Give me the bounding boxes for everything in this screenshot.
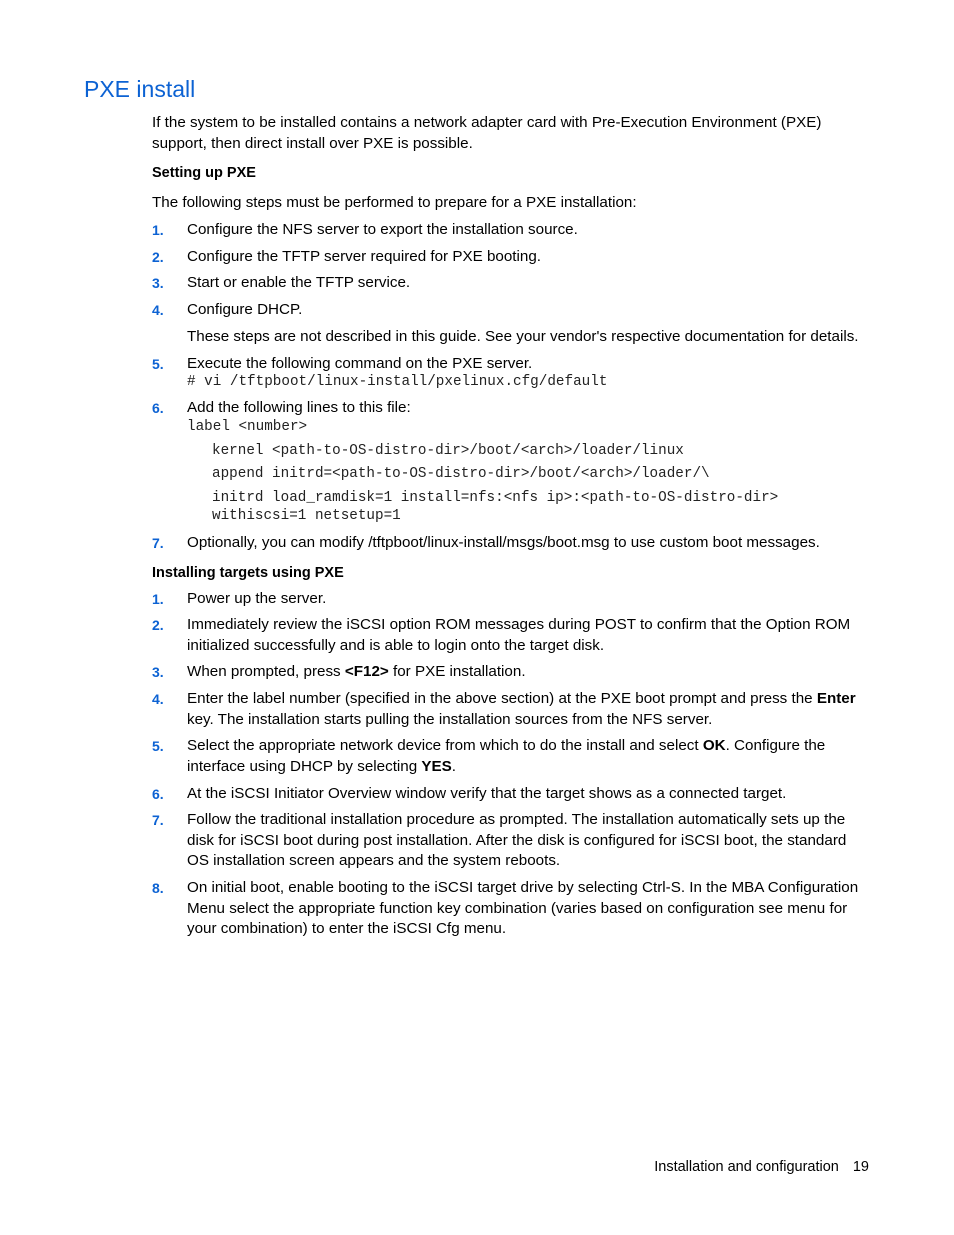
page-title: PXE install	[84, 76, 196, 102]
step-text-part: key. The installation starts pulling the installation sources from the NFS server.	[187, 710, 713, 728]
step-number: 3.	[152, 275, 164, 291]
step-text: Follow the traditional installation procedure as prompted. The installation automatically sets up the disk for iSCSI boot during post installation. After the disk is configured for iSCSI boot, the standard OS installation screen appears and the system reboots.	[187, 811, 847, 869]
step-text-part: Select the appropriate network device from which to do the install and select	[187, 737, 703, 754]
note-text: These steps are not described in this guide. See your vendor's respective documentation for details.	[187, 328, 859, 345]
step-number: 2.	[152, 617, 164, 633]
step-text: Optionally, you can modify /tftpboot/linux-install/msgs/boot.msg to use custom boot messages.	[187, 534, 820, 551]
step-number: 3.	[152, 664, 164, 680]
option-label: OK	[702, 737, 726, 754]
step-text	[187, 662, 867, 683]
step-text: On initial boot, enable booting to the iSCSI target drive by selecting Ctrl-S. In the MBA Configuration Menu select the appropriate function key combination (varies based on configuration see menu for your combination) to enter the iSCSI Cfg menu.	[187, 879, 859, 937]
step-number: 4.	[152, 302, 164, 318]
list-item	[152, 247, 867, 268]
step-text-part: for PXE installation.	[388, 663, 526, 680]
list-item	[152, 615, 867, 656]
step-text-part: .	[451, 757, 457, 775]
section-heading-targets: Installing targets using PXE	[152, 565, 344, 581]
list-item	[152, 878, 867, 940]
code-line: withiscsi=1 netsetup=1	[212, 508, 401, 524]
step-number: 8.	[152, 880, 164, 896]
step-number: 6.	[152, 786, 164, 802]
list-item	[152, 784, 867, 805]
step-number: 6.	[152, 400, 164, 416]
step-number: 2.	[152, 249, 164, 265]
code-line: label <number>	[187, 419, 308, 435]
step-text	[187, 689, 867, 730]
step-text: Power up the server.	[187, 590, 327, 607]
code-line: # vi /tftpboot/linux-install/pxelinux.cfg/default	[187, 374, 608, 390]
step-text-part: When prompted, press	[187, 663, 345, 680]
list-item	[152, 533, 867, 554]
step-number: 4.	[152, 691, 164, 707]
step-text: Execute the following command on the PXE server.	[187, 355, 533, 372]
list-item	[152, 300, 867, 321]
list-item	[152, 273, 867, 294]
step-text	[187, 736, 867, 777]
step-text: Add the following lines to this file:	[187, 399, 411, 416]
step-text: Configure the TFTP server required for PXE booting.	[187, 248, 541, 265]
step-number: 1.	[152, 222, 164, 238]
code-line: initrd load_ramdisk=1 install=nfs:<nfs ip>:<path-to-OS-distro-dir>	[212, 490, 779, 506]
step-text-part: Enter the label number (specified in the above section) at the PXE boot prompt and press the	[187, 690, 817, 707]
footer-section: Installation and configuration	[654, 1159, 839, 1175]
page-number: 19	[852, 1159, 869, 1175]
step-note	[152, 327, 867, 348]
list-item	[152, 589, 867, 610]
step-text: Start or enable the TFTP service.	[187, 274, 411, 291]
step-number: 5.	[152, 738, 164, 754]
list-item	[152, 736, 867, 777]
list-item	[152, 220, 867, 241]
step-number: 5.	[152, 356, 164, 372]
step-number: 7.	[152, 812, 164, 828]
step-text-part: . Configure the interface using DHCP by selecting	[187, 737, 826, 775]
page-footer	[654, 1157, 869, 1178]
setup-lead: The following steps must be performed to prepare for a PXE installation:	[152, 194, 637, 211]
key-label: Enter	[816, 690, 856, 707]
step-text: Configure DHCP.	[187, 301, 303, 318]
list-item	[152, 810, 867, 872]
list-item	[152, 689, 867, 730]
step-number: 1.	[152, 591, 164, 607]
option-label: YES	[421, 757, 452, 775]
list-item	[152, 662, 867, 683]
step-text: At the iSCSI Initiator Overview window verify that the target shows as a connected target.	[187, 785, 787, 802]
list-item	[152, 354, 867, 375]
list-item	[152, 398, 867, 419]
intro-paragraph: If the system to be installed contains a network adapter card with Pre-Execution Environment (PXE) support, then direct install over PXE is possible.	[152, 114, 822, 152]
section-heading-setup: Setting up PXE	[152, 165, 256, 181]
code-line: append initrd=<path-to-OS-distro-dir>/boot/<arch>/loader/\	[212, 466, 710, 482]
key-label: <F12>	[344, 663, 389, 680]
step-text: Immediately review the iSCSI option ROM messages during POST to confirm that the Option ROM initialized successfully and is able to login onto the target disk.	[187, 616, 851, 654]
step-text: Configure the NFS server to export the installation source.	[187, 221, 578, 238]
step-number: 7.	[152, 535, 164, 551]
code-line: kernel <path-to-OS-distro-dir>/boot/<arch>/loader/linux	[212, 443, 684, 459]
